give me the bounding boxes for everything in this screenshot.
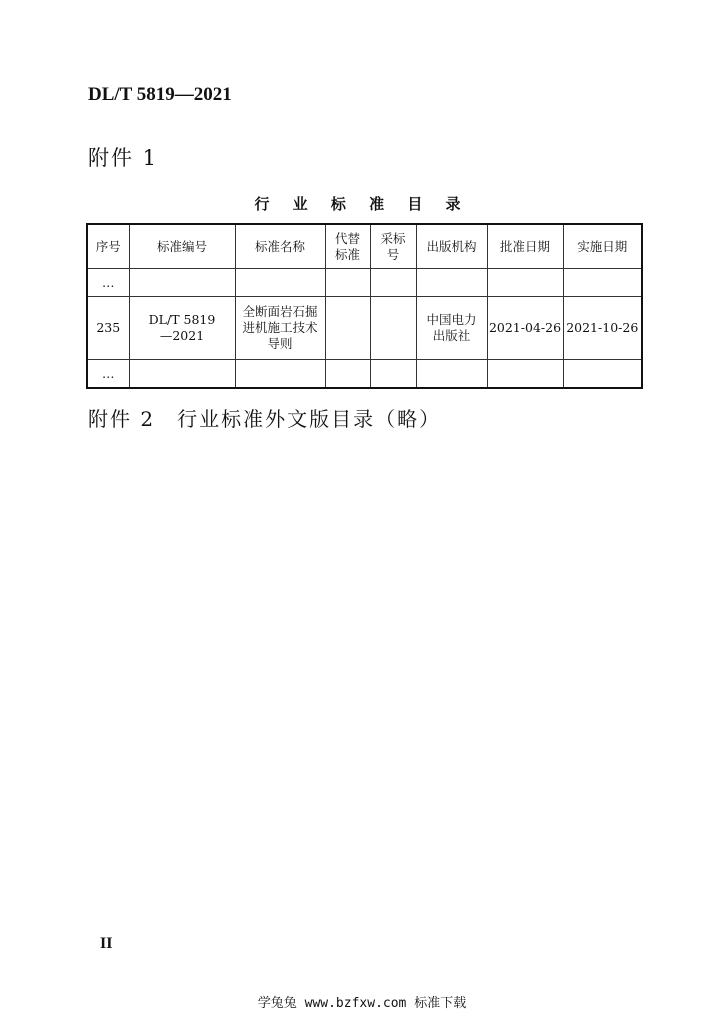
col-header-adopted: 采标号 bbox=[370, 224, 416, 269]
cell-std-no bbox=[129, 269, 235, 297]
cell-seq: 235 bbox=[87, 297, 129, 360]
cell-name bbox=[235, 269, 325, 297]
col-header-name: 标准名称 bbox=[235, 224, 325, 269]
cell-std-no bbox=[129, 360, 235, 389]
cell-seq: … bbox=[87, 269, 129, 297]
cell-effective bbox=[563, 269, 642, 297]
cell-name bbox=[235, 360, 325, 389]
cell-adopted bbox=[370, 297, 416, 360]
table-header-row bbox=[87, 224, 642, 269]
cell-publisher bbox=[416, 269, 487, 297]
document-code: DL/T 5819—2021 bbox=[88, 84, 232, 105]
cell-seq: … bbox=[87, 360, 129, 389]
footer-watermark: 学兔兔 www.bzfxw.com 标准下载 bbox=[257, 996, 467, 1011]
col-header-publisher: 出版机构 bbox=[416, 224, 487, 269]
col-header-effective: 实施日期 bbox=[563, 224, 642, 269]
cell-effective bbox=[563, 360, 642, 389]
cell-name: 全断面岩石掘进机施工技术导则 bbox=[235, 297, 325, 360]
cell-publisher: 中国电力出版社 bbox=[416, 297, 487, 360]
cell-replaces bbox=[325, 297, 370, 360]
cell-std-no: DL/T 5819—2021 bbox=[129, 297, 235, 360]
col-header-approved: 批准日期 bbox=[487, 224, 563, 269]
table-title: 行 业 标 准 目 录 bbox=[254, 195, 470, 213]
page-number: II bbox=[100, 935, 113, 952]
attachment-1-label: 附件 1 bbox=[88, 146, 159, 170]
col-header-seq: 序号 bbox=[87, 224, 129, 269]
col-header-replaces: 代替标准 bbox=[325, 224, 370, 269]
cell-approved: 2021-04-26 bbox=[487, 297, 563, 360]
cell-publisher bbox=[416, 360, 487, 389]
cell-approved bbox=[487, 269, 563, 297]
cell-adopted bbox=[370, 360, 416, 389]
cell-effective: 2021-10-26 bbox=[563, 297, 642, 360]
cell-replaces bbox=[325, 360, 370, 389]
attachment-2-label: 附件 2 行业标准外文版目录（略） bbox=[88, 407, 442, 431]
standards-catalog-table bbox=[86, 223, 643, 389]
cell-approved bbox=[487, 360, 563, 389]
cell-adopted bbox=[370, 269, 416, 297]
table-row bbox=[87, 297, 642, 360]
col-header-std-no: 标准编号 bbox=[129, 224, 235, 269]
cell-replaces bbox=[325, 269, 370, 297]
table-row bbox=[87, 269, 642, 297]
table-row bbox=[87, 360, 642, 389]
